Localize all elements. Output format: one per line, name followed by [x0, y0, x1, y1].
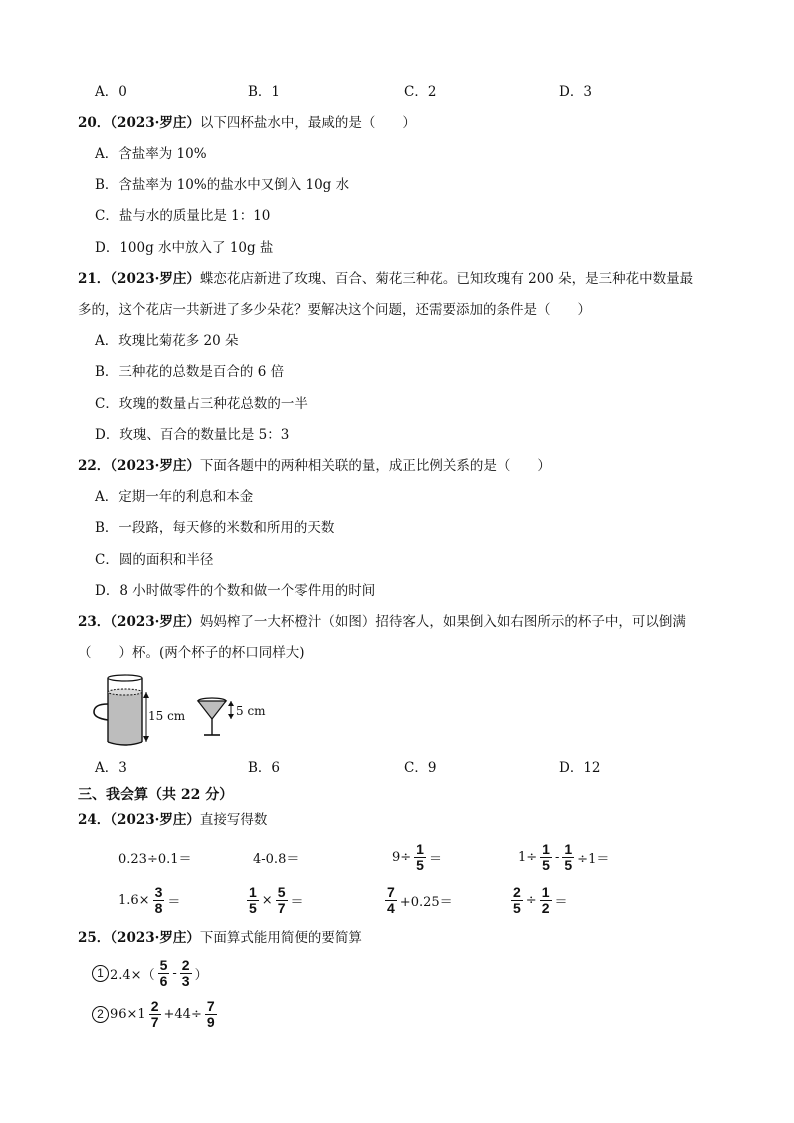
- q24-r1-c4-mid: -: [554, 849, 560, 865]
- q21-text1: 蝶恋花店新进了玫瑰、百合、菊花三种花。已知玫瑰有 200 朵，是三种花中数量最: [199, 271, 694, 287]
- q21-stem-line1: [78, 270, 693, 288]
- q23-stem-line1: [78, 613, 686, 631]
- q24-r1-c4-pre: 1÷: [518, 849, 538, 865]
- denominator: 5: [542, 856, 550, 873]
- q24-r1-c4-fraction1: [540, 842, 552, 873]
- q24-r2-c4-fraction2: [540, 885, 552, 916]
- q25-source: （2023·罗庄）: [110, 930, 200, 946]
- q20-option-d: D．100g 水中放入了 10g 盐: [95, 240, 274, 256]
- q25-expression-1: [92, 955, 208, 991]
- q23-figure: [90, 670, 290, 750]
- q24-r2-c1-pre: 1.6×: [118, 892, 150, 908]
- denominator: 9: [206, 1013, 215, 1030]
- q21-option-c: C．玫瑰的数量占三种花总数的一半: [95, 396, 308, 412]
- numerator: 1: [564, 840, 573, 857]
- numerator: 5: [277, 883, 286, 900]
- q25-e2-fraction1: [149, 999, 161, 1030]
- q24-source: （2023·罗庄）: [110, 812, 200, 828]
- q23-source: （2023·罗庄）: [110, 614, 200, 630]
- q23-number: 23．: [78, 614, 111, 630]
- numerator: 2: [181, 956, 190, 973]
- large-cup-icon: [94, 675, 149, 745]
- large-cup-height-label: 15 cm: [148, 709, 186, 723]
- denominator: 5: [564, 856, 573, 873]
- q24-r2-c3-fraction: [385, 885, 397, 916]
- numerator: 3: [154, 883, 163, 900]
- numerator: 7: [387, 883, 395, 900]
- q25-e2-fraction2: [205, 999, 217, 1030]
- numerator: 1: [416, 840, 424, 857]
- q19-option-b: B．1: [248, 84, 281, 100]
- circled-number-1: 1: [92, 965, 109, 982]
- numerator: 1: [249, 883, 257, 900]
- q24-r1-c3-pre: 9÷: [392, 849, 412, 865]
- q21-stem-line2: 多的，这个花店一共新进了多少朵花？要解决这个问题，还需要添加的条件是（ ）: [78, 302, 591, 318]
- q23-stem-line2: （ ）杯。(两个杯子的杯口同样大): [78, 645, 305, 661]
- q24-r2-c1: [118, 882, 180, 918]
- q25-expression-2: [92, 996, 220, 1032]
- q24-r2-c4-mid: ÷: [525, 892, 537, 908]
- q20-option-b: B．含盐率为 10%的盐水中又倒入 10g 水: [95, 177, 350, 193]
- q22-text: 下面各题中的两种相关联的量，成正比例关系的是（ ）: [199, 458, 551, 474]
- q23-option-c: C．9: [404, 760, 437, 776]
- numerator: 7: [206, 997, 215, 1014]
- cone-glass-icon: [198, 698, 234, 735]
- q24-r1-c3-post: ＝: [428, 851, 442, 867]
- q22-number: 22．: [78, 458, 111, 474]
- q22-option-c: C．圆的面积和半径: [95, 552, 214, 568]
- q24-r2-c2-fraction1: [247, 885, 259, 916]
- q25-e1-mid: -: [172, 965, 177, 981]
- denominator: 5: [249, 899, 257, 916]
- numerator: 1: [542, 840, 550, 857]
- denominator: 4: [387, 899, 395, 916]
- q25-e1-pre: 2.4×（: [110, 967, 155, 983]
- q21-option-a: A．玫瑰比菊花多 20 朵: [95, 333, 239, 349]
- q24-r1-c4-post: ÷1＝: [577, 851, 610, 867]
- q25-text: 下面算式能用简便的要简算: [199, 930, 362, 946]
- q24-r2-c1-post: ＝: [167, 894, 181, 910]
- q22-option-d: D．8 小时做零件的个数和做一个零件用的时间: [95, 583, 376, 599]
- numerator: 2: [150, 997, 159, 1014]
- q20-option-c: C．盐与水的质量比是 1：10: [95, 208, 271, 224]
- q23-option-a: A．3: [95, 760, 127, 776]
- q24-r2-c2-mid: ×: [261, 892, 273, 908]
- section-3-title: 三、我会算（共 22 分）: [78, 787, 234, 803]
- q24-r1-c4: [518, 839, 609, 875]
- denominator: 7: [150, 1013, 159, 1030]
- q23-option-b: B．6: [248, 760, 281, 776]
- q23-option-d: D．12: [559, 760, 601, 776]
- q25-e2-pre: 96×1: [110, 1006, 146, 1022]
- q19-option-a: A．0: [95, 84, 127, 100]
- q24-r1-c4-fraction2: [562, 842, 574, 873]
- q20-number: 20．: [78, 115, 111, 131]
- q22-option-a: A．定期一年的利息和本金: [95, 489, 254, 505]
- q24-text: 直接写得数: [199, 812, 268, 828]
- q21-option-b: B．三种花的总数是百合的 6 倍: [95, 364, 285, 380]
- denominator: 6: [159, 972, 168, 989]
- q23-text1: 妈妈榨了一大杯橙汁（如图）招待客人，如果倒入如右图所示的杯子中，可以倒满: [199, 614, 686, 630]
- q24-r2-c1-fraction: [153, 885, 165, 916]
- q24-r2-c3: [382, 882, 453, 918]
- q20-stem: [78, 114, 416, 132]
- q20-source: （2023·罗庄）: [110, 115, 200, 131]
- q24-r2-c4-fraction1: [511, 885, 523, 916]
- q20-text: 以下四杯盐水中，最咸的是（ ）: [199, 115, 416, 131]
- q25-e1-fraction1: [158, 958, 170, 989]
- q20-option-a: A．含盐率为 10%: [95, 146, 207, 162]
- denominator: 2: [541, 899, 550, 916]
- numerator: 2: [513, 883, 521, 900]
- cone-glass-height-label: 5 cm: [236, 704, 266, 718]
- q21-number: 21．: [78, 271, 111, 287]
- q24-r2-c3-post: +0.25＝: [399, 894, 453, 910]
- q24-r2-c2-fraction2: [276, 885, 288, 916]
- q25-e1-post: ）: [194, 967, 208, 983]
- q24-r2-c4-post: ＝: [554, 894, 568, 910]
- q21-source: （2023·罗庄）: [110, 271, 200, 287]
- q24-stem: [78, 811, 267, 829]
- q24-r2-c2: [244, 882, 304, 918]
- q19-option-d: D．3: [559, 84, 592, 100]
- q25-stem: [78, 929, 362, 947]
- denominator: 8: [154, 899, 163, 916]
- numerator: 1: [541, 883, 550, 900]
- denominator: 5: [416, 856, 424, 873]
- q24-r1-c2: 4-0.8＝: [253, 851, 300, 867]
- q22-option-b: B．一段路，每天修的米数和所用的天数: [95, 520, 335, 536]
- q24-r1-c3: [392, 839, 442, 875]
- q22-stem: [78, 457, 551, 475]
- denominator: 5: [513, 899, 521, 916]
- q24-r2-c2-post: ＝: [290, 894, 304, 910]
- denominator: 7: [277, 899, 286, 916]
- q24-r2-c4: [508, 882, 568, 918]
- numerator: 5: [159, 956, 168, 973]
- q19-option-c: C．2: [404, 84, 437, 100]
- q25-e2-mid: +44÷: [163, 1006, 202, 1022]
- denominator: 3: [181, 972, 190, 989]
- q25-e1-fraction2: [180, 958, 192, 989]
- circled-number-2: 2: [92, 1006, 109, 1023]
- q22-source: （2023·罗庄）: [110, 458, 200, 474]
- q25-number: 25．: [78, 930, 111, 946]
- q24-number: 24．: [78, 812, 111, 828]
- q24-r1-c3-fraction: [414, 842, 426, 873]
- q24-r1-c1: 0.23÷0.1＝: [118, 851, 192, 867]
- q21-option-d: D．玫瑰、百合的数量比是 5：3: [95, 427, 290, 443]
